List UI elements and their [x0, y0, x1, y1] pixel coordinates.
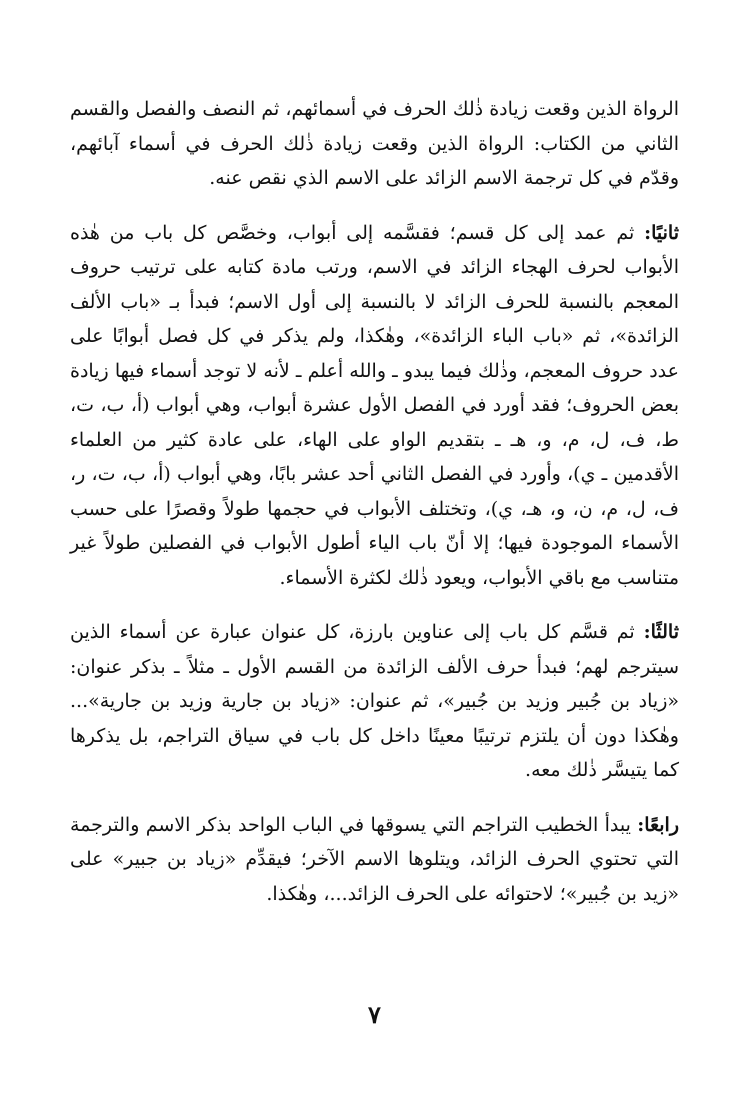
paragraph-text: ثم عمد إلى كل قسم؛ فقسَّمه إلى أبواب، وخصَّص كل باب من هٰذه الأبواب لحرف الهجاء الزائد في الاسم، ورتب مادة كتابه على ترتيب حروف المعجم بالنسبة للحرف الزائد لا بالنسبة إلى أول الاسم؛ فبدأ بـ «باب الألف الزائدة»، ثم «باب الباء الزائدة»، وهٰكذا، ولم يذكر في كل فصل أبوابًا على عدد حروف المعجم، وذٰلك فيما يبدو ـ والله أعلم ـ لأنه لا توجد أسماء فيها زيادة بعض الحروف؛ فقد أورد في الفصل الأول عشرة أبواب، وهي أبواب (أ، ب، ت، ط، ف، ل، م، و، هـ ـ بتقديم الواو على الهاء، على عادة كثير من العلماء الأقدمين ـ ي)، وأورد في الفصل الثاني أحد عشر بابًا، وهي أبواب (أ، ب، ت، ر، ف، ل، م، ن، و، هـ، ي)، وتختلف الأبواب في حجمها طولاً وقصرًا على حسب الأسماء الموجودة فيها؛ إلا أنّ باب الياء أطول الأبواب في الفصلين طولاً غير متناسب مع باقي الأبواب، ويعود ذٰلك لكثرة الأسماء. [70, 221, 679, 589]
paragraph-text: الرواة الذين وقعت زيادة ذٰلك الحرف في أسمائهم، ثم النصف والفصل والقسم الثاني من الكتاب: الرواة الذين وقعت زيادة ذٰلك الحرف في أسماء آبائهم، وقدّم في كل ترجمة الاسم الزائد على الاسم الذي نقص عنه. [70, 98, 679, 189]
paragraph-third [70, 615, 679, 788]
paragraph-lead: رابعًا: [637, 813, 679, 836]
paragraph-fourth [70, 808, 679, 912]
paragraph-second [70, 216, 679, 596]
paragraph-text: ثم قسَّم كل باب إلى عناوين بارزة، كل عنوان عبارة عن أسماء الذين سيترجم لهم؛ فبدأ حرف الألف الزائدة من القسم الأول ـ مثلاً ـ بذكر عنوان: «زياد بن جُبير وزيد بن جُبير»، ثم عنوان: «زياد بن جارية وزيد بن جارية»... وهٰكذا دون أن يلتزم ترتيبًا معينًا داخل كل باب في سياق التراجم، بل يذكرها كما يتيسَّر ذٰلك معه. [70, 621, 679, 781]
paragraph-lead: ثانيًا: [644, 221, 679, 244]
paragraph-intro [70, 92, 679, 196]
paragraph-lead: ثالثًا: [643, 621, 679, 643]
paragraph-text: يبدأ الخطيب التراجم التي يسوقها في الباب الواحد بذكر الاسم والترجمة التي تحتوي الحرف الزائد، ويتلوها الاسم الآخر؛ فيقدِّم «زياد بن جبير» على «زيد بن جُبير»؛ لاحتوائه على الحرف الزائد...، وهٰكذا. [70, 813, 679, 905]
page-number: ٧ [368, 1000, 381, 1029]
